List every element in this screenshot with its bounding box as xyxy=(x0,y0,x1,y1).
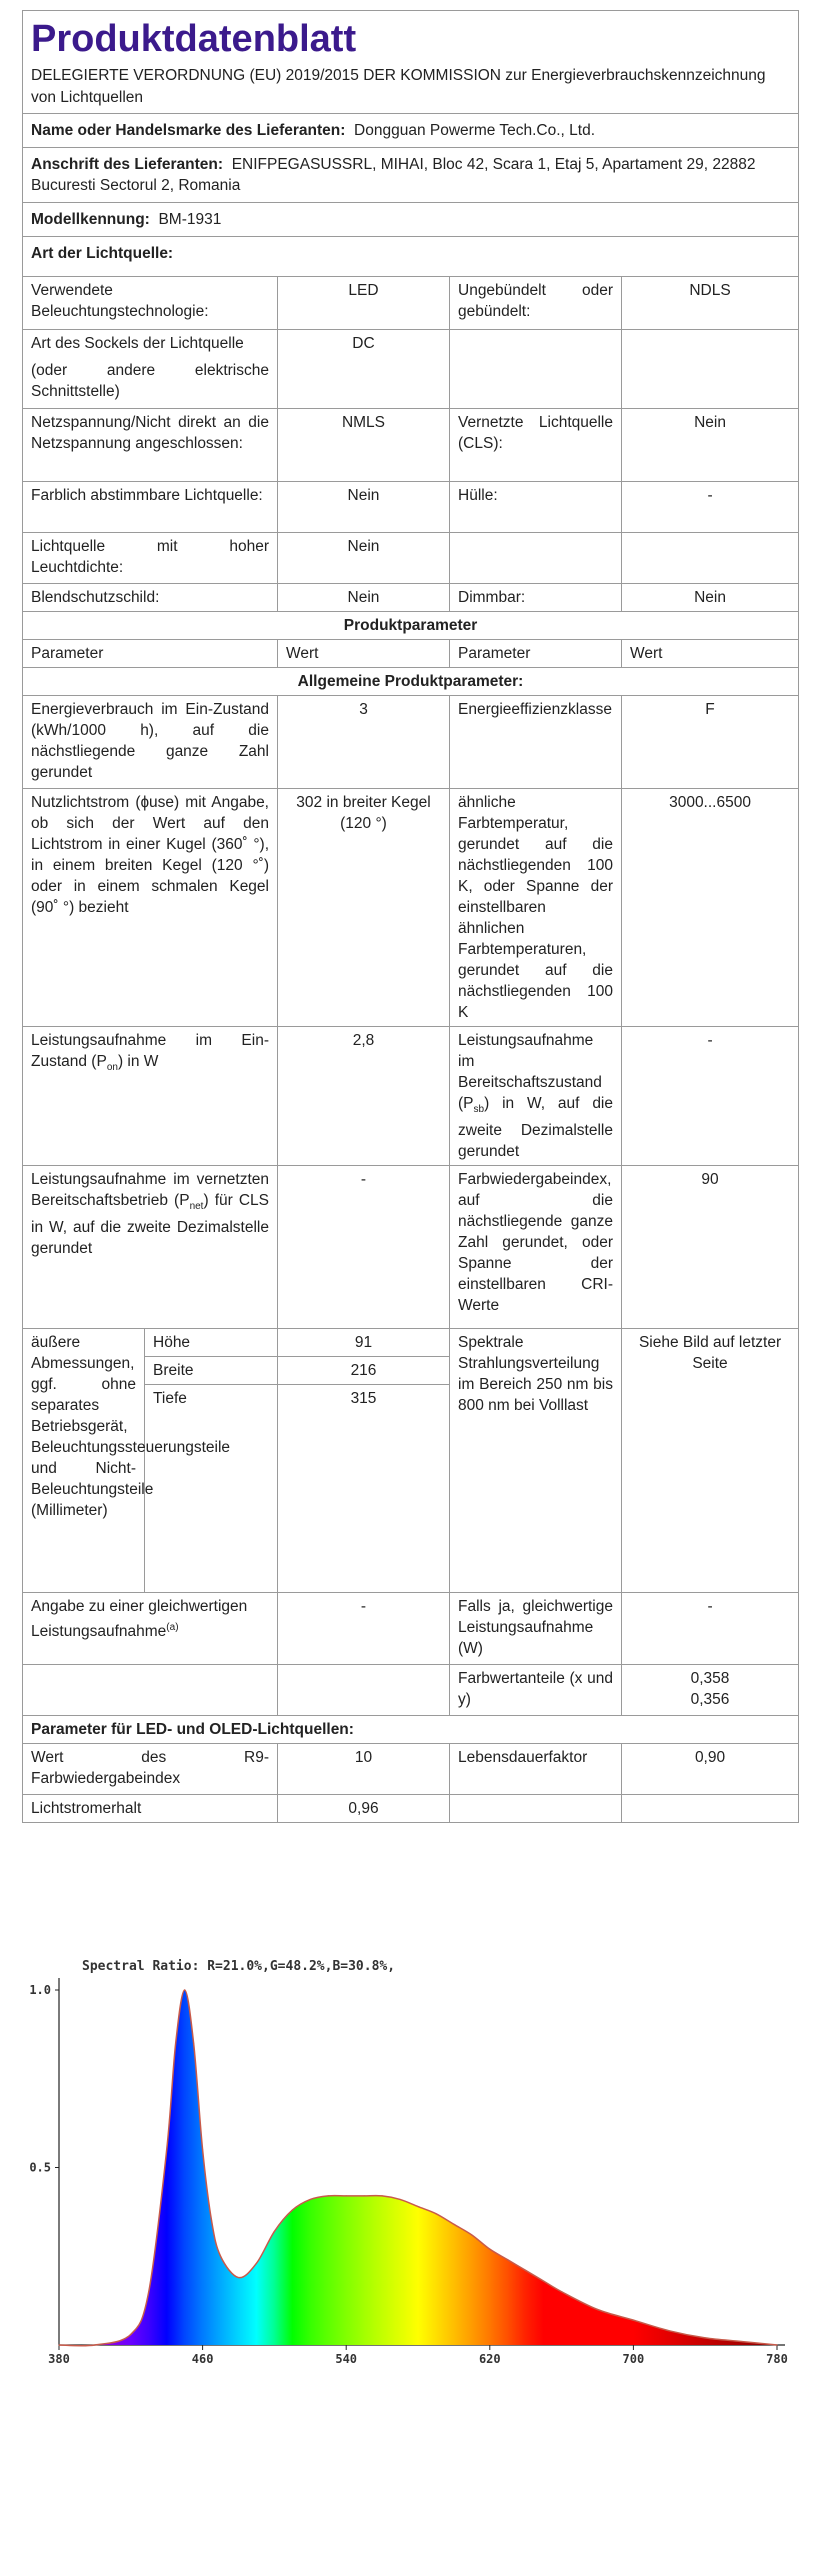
model-label: Modellkennung: xyxy=(31,211,150,228)
x-tick-label: 540 xyxy=(335,2352,358,2366)
spectrum-point xyxy=(274,2231,275,2232)
spectrum-point xyxy=(292,2210,293,2211)
spectrum-point xyxy=(328,2195,329,2196)
empty-cell xyxy=(450,1795,622,1823)
equivalent-power-label: Falls ja, gleichwertige Leistungsaufnahme (W) xyxy=(450,1593,622,1665)
spectrum-point xyxy=(310,2199,311,2200)
spectrum-point xyxy=(399,2199,400,2200)
led-params-heading: Parameter für LED- und OLED-Lichtquellen: xyxy=(23,1716,799,1744)
mains-label: Netzspannung/Nicht direkt an die Netzspannung angeschlossen: xyxy=(23,409,278,482)
empty-cell xyxy=(622,1795,799,1823)
spectrum-point xyxy=(776,2344,777,2345)
x-tick-label: 380 xyxy=(48,2352,70,2366)
dimmable-value: Nein xyxy=(622,584,799,612)
col-header-value: Wert xyxy=(622,640,799,668)
lumen-maintenance-label: Lichtstromerhalt xyxy=(23,1795,278,1823)
chart-marks xyxy=(58,1989,777,2345)
spectrum-point xyxy=(669,2330,670,2331)
model-row xyxy=(23,203,799,237)
y-tick-label: 1.0 xyxy=(29,1983,51,1997)
equivalent-power-value: - xyxy=(622,1593,799,1665)
width-label: Breite xyxy=(145,1357,278,1385)
connected-label: Vernetzte Lichtquelle (CLS): xyxy=(450,409,622,482)
mains-value: NMLS xyxy=(278,409,450,482)
x-tick-label: 620 xyxy=(478,2352,501,2366)
supplier-name-label: Name oder Handelsmarke des Lieferanten: xyxy=(31,122,346,139)
spectrum-point xyxy=(489,2249,490,2250)
empty-cell xyxy=(450,330,622,409)
col-header-value: Wert xyxy=(278,640,450,668)
power-on-subscript: on xyxy=(106,1062,118,1074)
spectrum-point xyxy=(256,2263,257,2264)
flux-label: Nutzlichtstrom (ɸuse) mit Angabe, ob sich der Wert auf den Lichtstrom in einer Kugel (360˚ °), in einem breiten Kegel (120 °˚) oder in einem schmalen Kegel (90˚ °) bezieht xyxy=(23,789,278,1027)
spectrum-point xyxy=(561,2291,562,2292)
power-on-label-text: Leistungsaufnahme im Ein-Zustand (P xyxy=(31,1032,269,1070)
cap-label xyxy=(23,330,278,409)
width-value: 216 xyxy=(278,1357,450,1385)
general-params-heading: Allgemeine Produktparameter: xyxy=(23,668,799,696)
cri-label: Farbwiedergabeindex, auf die nächstliegende ganze Zahl gerundet, oder Spanne der einstellbaren CRI-Werte xyxy=(450,1166,622,1329)
tunable-value: Nein xyxy=(278,482,450,533)
networked-standby-label-text: Leistungsaufnahme im vernetzten Bereitschaftsbetrieb (P xyxy=(31,1171,269,1210)
spectrum-point xyxy=(184,1989,185,1990)
spectrum-chart xyxy=(22,1945,798,2385)
spectral-distribution-value: Siehe Bild auf letzter Seite xyxy=(622,1329,799,1593)
standby-power-value: - xyxy=(622,1027,799,1166)
col-header-parameter: Parameter xyxy=(23,640,278,668)
standby-power-label-text: Leistungsaufnahme im Bereitschaftszustand (P xyxy=(458,1032,602,1112)
dimensions-label: äußere Abmessungen, ggf. ohne separates Betriebsgerät, Beleuchtungssteuerungsteile und Nicht-Beleuchtungsteile (Millimeter) xyxy=(23,1329,145,1593)
spectrum-point xyxy=(346,2195,347,2196)
equivalent-power-claim-value: - xyxy=(278,1593,450,1665)
lumen-maintenance-value: 0,96 xyxy=(278,1795,450,1823)
light-source-heading: Art der Lichtquelle: xyxy=(23,237,799,277)
supplier-address-label: Anschrift des Lieferanten: xyxy=(31,156,224,173)
standby-power-subscript: sb xyxy=(473,1104,485,1116)
spectrum-point xyxy=(364,2195,365,2196)
depth-value: 315 xyxy=(278,1385,450,1593)
cct-label: ähnliche Farbtemperatur, gerundet auf die nächstliegenden 100 K, oder Spanne der einstellbaren ähnlichen Farbtemperaturen, gerundet auf die nächstliegenden 100 K xyxy=(450,789,622,1027)
empty-cell xyxy=(278,1665,450,1716)
regulation-text: DELEGIERTE VERORDNUNG (EU) 2019/2015 DER KOMMISSION zur Energieverbrauchskennzeichnung von Lichtquellen xyxy=(31,67,766,106)
spectrum-point xyxy=(175,2043,176,2044)
cri-value: 90 xyxy=(622,1166,799,1329)
flux-value: 302 in breiter Kegel (120 °) xyxy=(278,789,450,1027)
spectrum-point xyxy=(453,2224,454,2225)
tech-label: Verwendete Beleuchtungstechnologie: xyxy=(23,277,278,330)
height-value: 91 xyxy=(278,1329,450,1357)
spectrum-point xyxy=(525,2270,526,2271)
supplier-address-row xyxy=(23,148,799,203)
empty-cell xyxy=(450,533,622,584)
spectrum-point xyxy=(220,2256,221,2257)
empty-cell xyxy=(23,1665,278,1716)
power-on-label-unit: ) in W xyxy=(117,1053,159,1070)
col-header-parameter: Parameter xyxy=(450,640,622,668)
product-data-sheet xyxy=(22,10,798,1823)
chromaticity-y: 0,356 xyxy=(690,1691,730,1709)
spectrum-point xyxy=(705,2337,706,2338)
standby-power-label xyxy=(450,1027,622,1166)
chromaticity-values xyxy=(622,1665,799,1716)
spectrum-point xyxy=(58,2344,59,2345)
spectrum-point xyxy=(238,2277,239,2278)
nondirected-label: Ungebündelt oder gebündelt: xyxy=(450,277,622,330)
data-table xyxy=(22,10,799,1823)
chromaticity-label: Farbwertanteile (x und y) xyxy=(450,1665,622,1716)
equivalent-power-claim-text: Angabe zu einer gleichwertigen Leistungsaufnahme xyxy=(31,1598,248,1641)
networked-standby-label-unit: ) für CLS in W, auf die zweite Dezimalstelle gerundet xyxy=(31,1192,270,1258)
spectrum-point xyxy=(382,2195,383,2196)
spectrum-point xyxy=(94,2344,95,2345)
x-tick-label: 700 xyxy=(622,2352,645,2366)
empty-cell xyxy=(622,330,799,409)
high-luminance-value: Nein xyxy=(278,533,450,584)
envelope-label: Hülle: xyxy=(450,482,622,533)
chart-title: Spectral Ratio: R=21.0%,G=48.2%,B=30.8%, xyxy=(82,1959,396,1974)
spectrum-point xyxy=(741,2341,742,2342)
x-tick-label: 460 xyxy=(191,2352,214,2366)
y-tick-label: 0.5 xyxy=(29,2160,51,2175)
networked-standby-label xyxy=(23,1166,278,1329)
footnote-marker: (a) xyxy=(166,1622,179,1634)
shield-label: Blendschutzschild: xyxy=(23,584,278,612)
spectrum-point xyxy=(166,2149,167,2150)
nondirected-value: NDLS xyxy=(622,277,799,330)
empty-cell xyxy=(622,533,799,584)
standby-power-label-unit: ) in W, auf die zweite Dezimalstelle gerundet xyxy=(458,1095,613,1161)
spectrum-point xyxy=(543,2281,544,2282)
cap-value: DC xyxy=(278,330,450,409)
spectrum-point xyxy=(597,2309,598,2310)
height-label: Höhe xyxy=(145,1329,278,1357)
supplier-name-row xyxy=(23,114,799,148)
dimmable-label: Dimmbar: xyxy=(450,584,622,612)
spectral-distribution-label: Spektrale Strahlungsverteilung im Bereich 250 nm bis 800 nm bei Volllast xyxy=(450,1329,622,1593)
product-params-heading: Produktparameter xyxy=(23,612,799,640)
spectrum-point xyxy=(435,2213,436,2214)
spectrum-area xyxy=(59,1990,777,2346)
tech-value: LED xyxy=(278,277,450,330)
chromaticity-x: 0,358 xyxy=(690,1670,730,1688)
depth-label: Tiefe xyxy=(145,1385,278,1593)
r9-label: Wert des R9-Farbwiedergabeindex xyxy=(23,1744,278,1795)
title-cell xyxy=(23,11,799,114)
energy-label: Energieverbrauch im Ein-Zustand (kWh/1000 h), auf die nächstliegende ganze Zahl gerundet xyxy=(23,696,278,789)
spectrum-point xyxy=(130,2334,131,2335)
spectrum-point xyxy=(202,2149,203,2150)
connected-value: Nein xyxy=(622,409,799,482)
cct-value: 3000...6500 xyxy=(622,789,799,1027)
energy-value: 3 xyxy=(278,696,450,789)
power-on-value: 2,8 xyxy=(278,1027,450,1166)
spectrum-point xyxy=(633,2320,634,2321)
page-title: Produktdatenblatt xyxy=(31,18,357,60)
energy-class-label: Energieeffizienzklasse xyxy=(450,696,622,789)
spectrum-point xyxy=(193,2043,194,2044)
power-on-label xyxy=(23,1027,278,1166)
envelope-value: - xyxy=(622,482,799,533)
networked-standby-value: - xyxy=(278,1166,450,1329)
spectrum-point xyxy=(148,2291,149,2292)
x-tick-label: 780 xyxy=(766,2352,788,2366)
model-value: BM-1931 xyxy=(158,211,222,228)
supplier-name-value: Dongguan Powerme Tech.Co., Ltd. xyxy=(354,122,596,139)
networked-standby-subscript: net xyxy=(189,1201,204,1213)
shield-value: Nein xyxy=(278,584,450,612)
energy-class-value: F xyxy=(622,696,799,789)
equivalent-power-claim-label xyxy=(23,1593,278,1665)
survival-factor-value: 0,90 xyxy=(622,1744,799,1795)
survival-factor-label: Lebensdauerfaktor xyxy=(450,1744,622,1795)
r9-value: 10 xyxy=(278,1744,450,1795)
spectrum-point xyxy=(417,2206,418,2207)
supplier-address-value: ENIFPEGASUSSRL, MIHAI, Bloc 42, Scara 1, Etaj 5, Apartament 29, 22882 Bucuresti Sectorul 2, Romania xyxy=(31,156,756,194)
high-luminance-label: Lichtquelle mit hoher Leuchtdichte: xyxy=(23,533,278,584)
tunable-label: Farblich abstimmbare Lichtquelle: xyxy=(23,482,278,533)
cap-label-line1: Art des Sockels der Lichtquelle xyxy=(31,335,244,352)
cap-label-line2: (oder andere elektrische Schnittstelle) xyxy=(31,362,269,400)
spectrum-point xyxy=(211,2220,212,2221)
spectrum-point xyxy=(507,2259,508,2260)
spectrum-point xyxy=(471,2234,472,2235)
